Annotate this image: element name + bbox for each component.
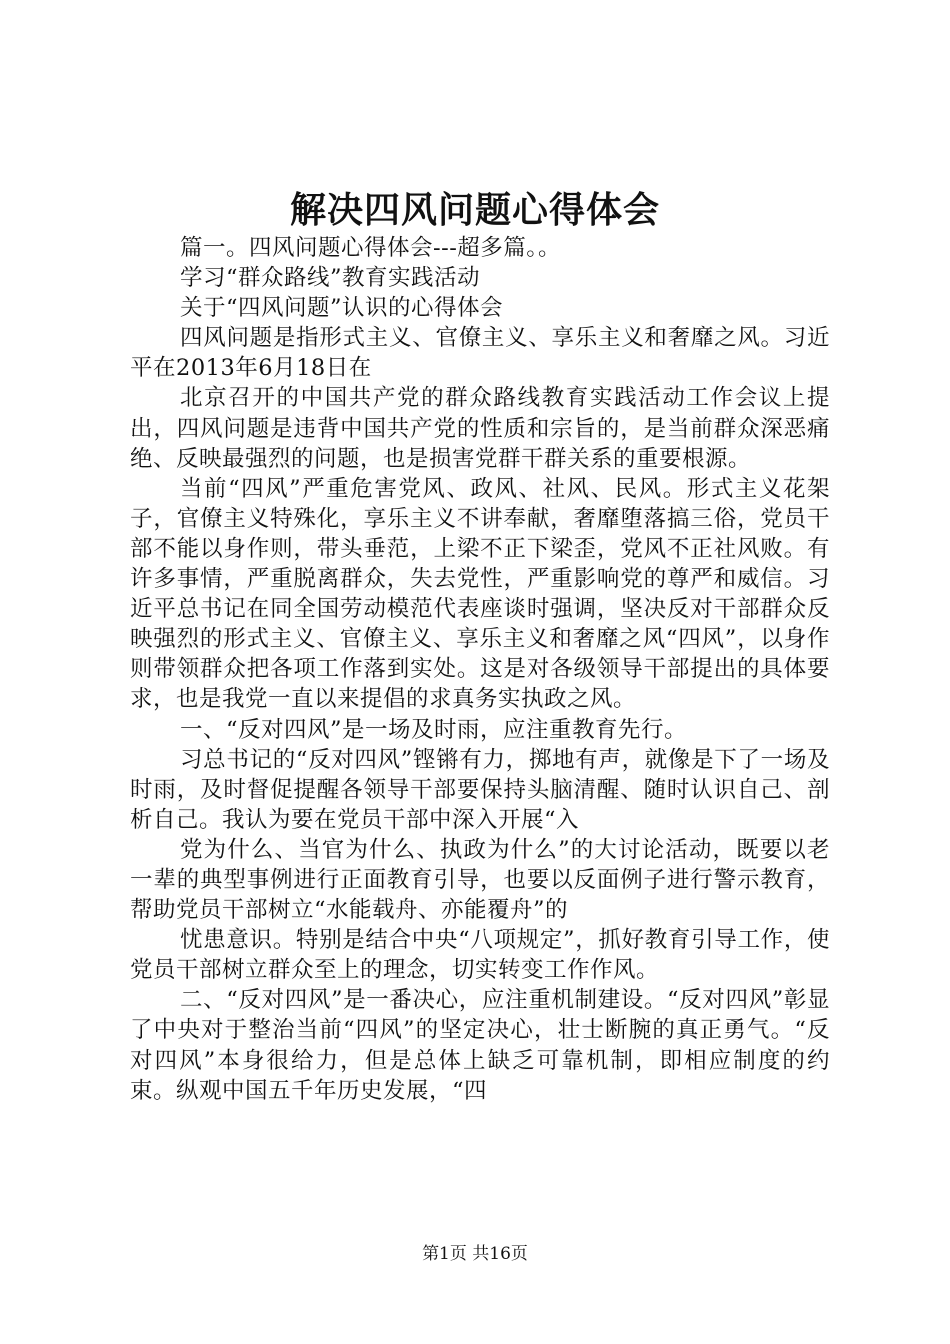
paragraph-harm: 当前“四风”严重危害党风、政风、社风、民风。形式主义花架子，官僚主义特殊化，享乐主义不讲奉献，奢靡堕落搞三俗，党员干部不能以身作则，带头垂范，上梁不正下梁歪，党风不正社风败。有许多事情，严重脱离群众，失去党性，严重影响党的尊严和威信。习近平总书记在同全国劳动模范代表座谈时强调，坚决反对干部群众反映强烈的形式主义、官僚主义、享乐主义和奢靡之风“四风”，以身作则带领群众把各项工作落到实处。这是对各级领导干部提出的具体要求，也是我党一直以来提倡的求真务实执政之风。 <box>130 475 830 713</box>
paragraph-origin: 北京召开的中国共产党的群众路线教育实践活动工作会议上提出，四风问题是违背中国共产党的性质和宗旨的，是当前群众深恶痛绝、反映最强烈的问题，也是损害党群干群关系的重要根源。 <box>130 385 830 472</box>
paragraph-section-2: 二、“反对四风”是一番决心，应注重机制建设。“反对四风”彰显了中央对于整治当前“四风”的坚定决心，壮士断腕的真正勇气。“反对四风”本身很给力，但是总体上缺乏可靠机制，即相应制度的约束。纵观中国五千年历史发展，“四 <box>130 987 830 1104</box>
document-title: 解决四风问题心得体会 <box>289 189 660 231</box>
paragraph-section-1-heading: 一、“反对四风”是一场及时雨，应注重教育先行。 <box>180 716 688 743</box>
document-body <box>130 233 830 1106</box>
paragraph-definition: 四风问题是指形式主义、官僚主义、享乐主义和奢靡之风。习近平在2013年6月18日在 <box>130 325 830 382</box>
paragraph-subtitle-1: 学习“群众路线”教育实践活动 <box>180 265 481 292</box>
page-indicator: 第1页 共16页 <box>422 1244 528 1264</box>
paragraph-section-1-cont: 党为什么、当官为什么、执政为什么”的大讨论活动，既要以老一辈的典型事例进行正面教育引导，也要以反面例子进行警示教育，帮助党员干部树立“水能载舟、亦能覆舟”的 <box>130 836 830 924</box>
paragraph-section-1-body: 习总书记的“反对四风”铿锵有力，掷地有声，就像是下了一场及时雨，及时督促提醒各领导干部要保持头脑清醒、随时认识自己、剖析自己。我认为要在党员干部中深入开展“入 <box>130 746 830 833</box>
paragraph-subtitle-2: 关于“四风问题”认识的心得体会 <box>180 295 504 322</box>
paragraph-intro-heading: 篇一。四风问题心得体会---超多篇。。 <box>180 235 562 261</box>
paragraph-section-1-end: 忧患意识。特别是结合中央“八项规定”，抓好教育引导工作，使党员干部树立群众至上的理念，切实转变工作作风。 <box>130 927 830 984</box>
